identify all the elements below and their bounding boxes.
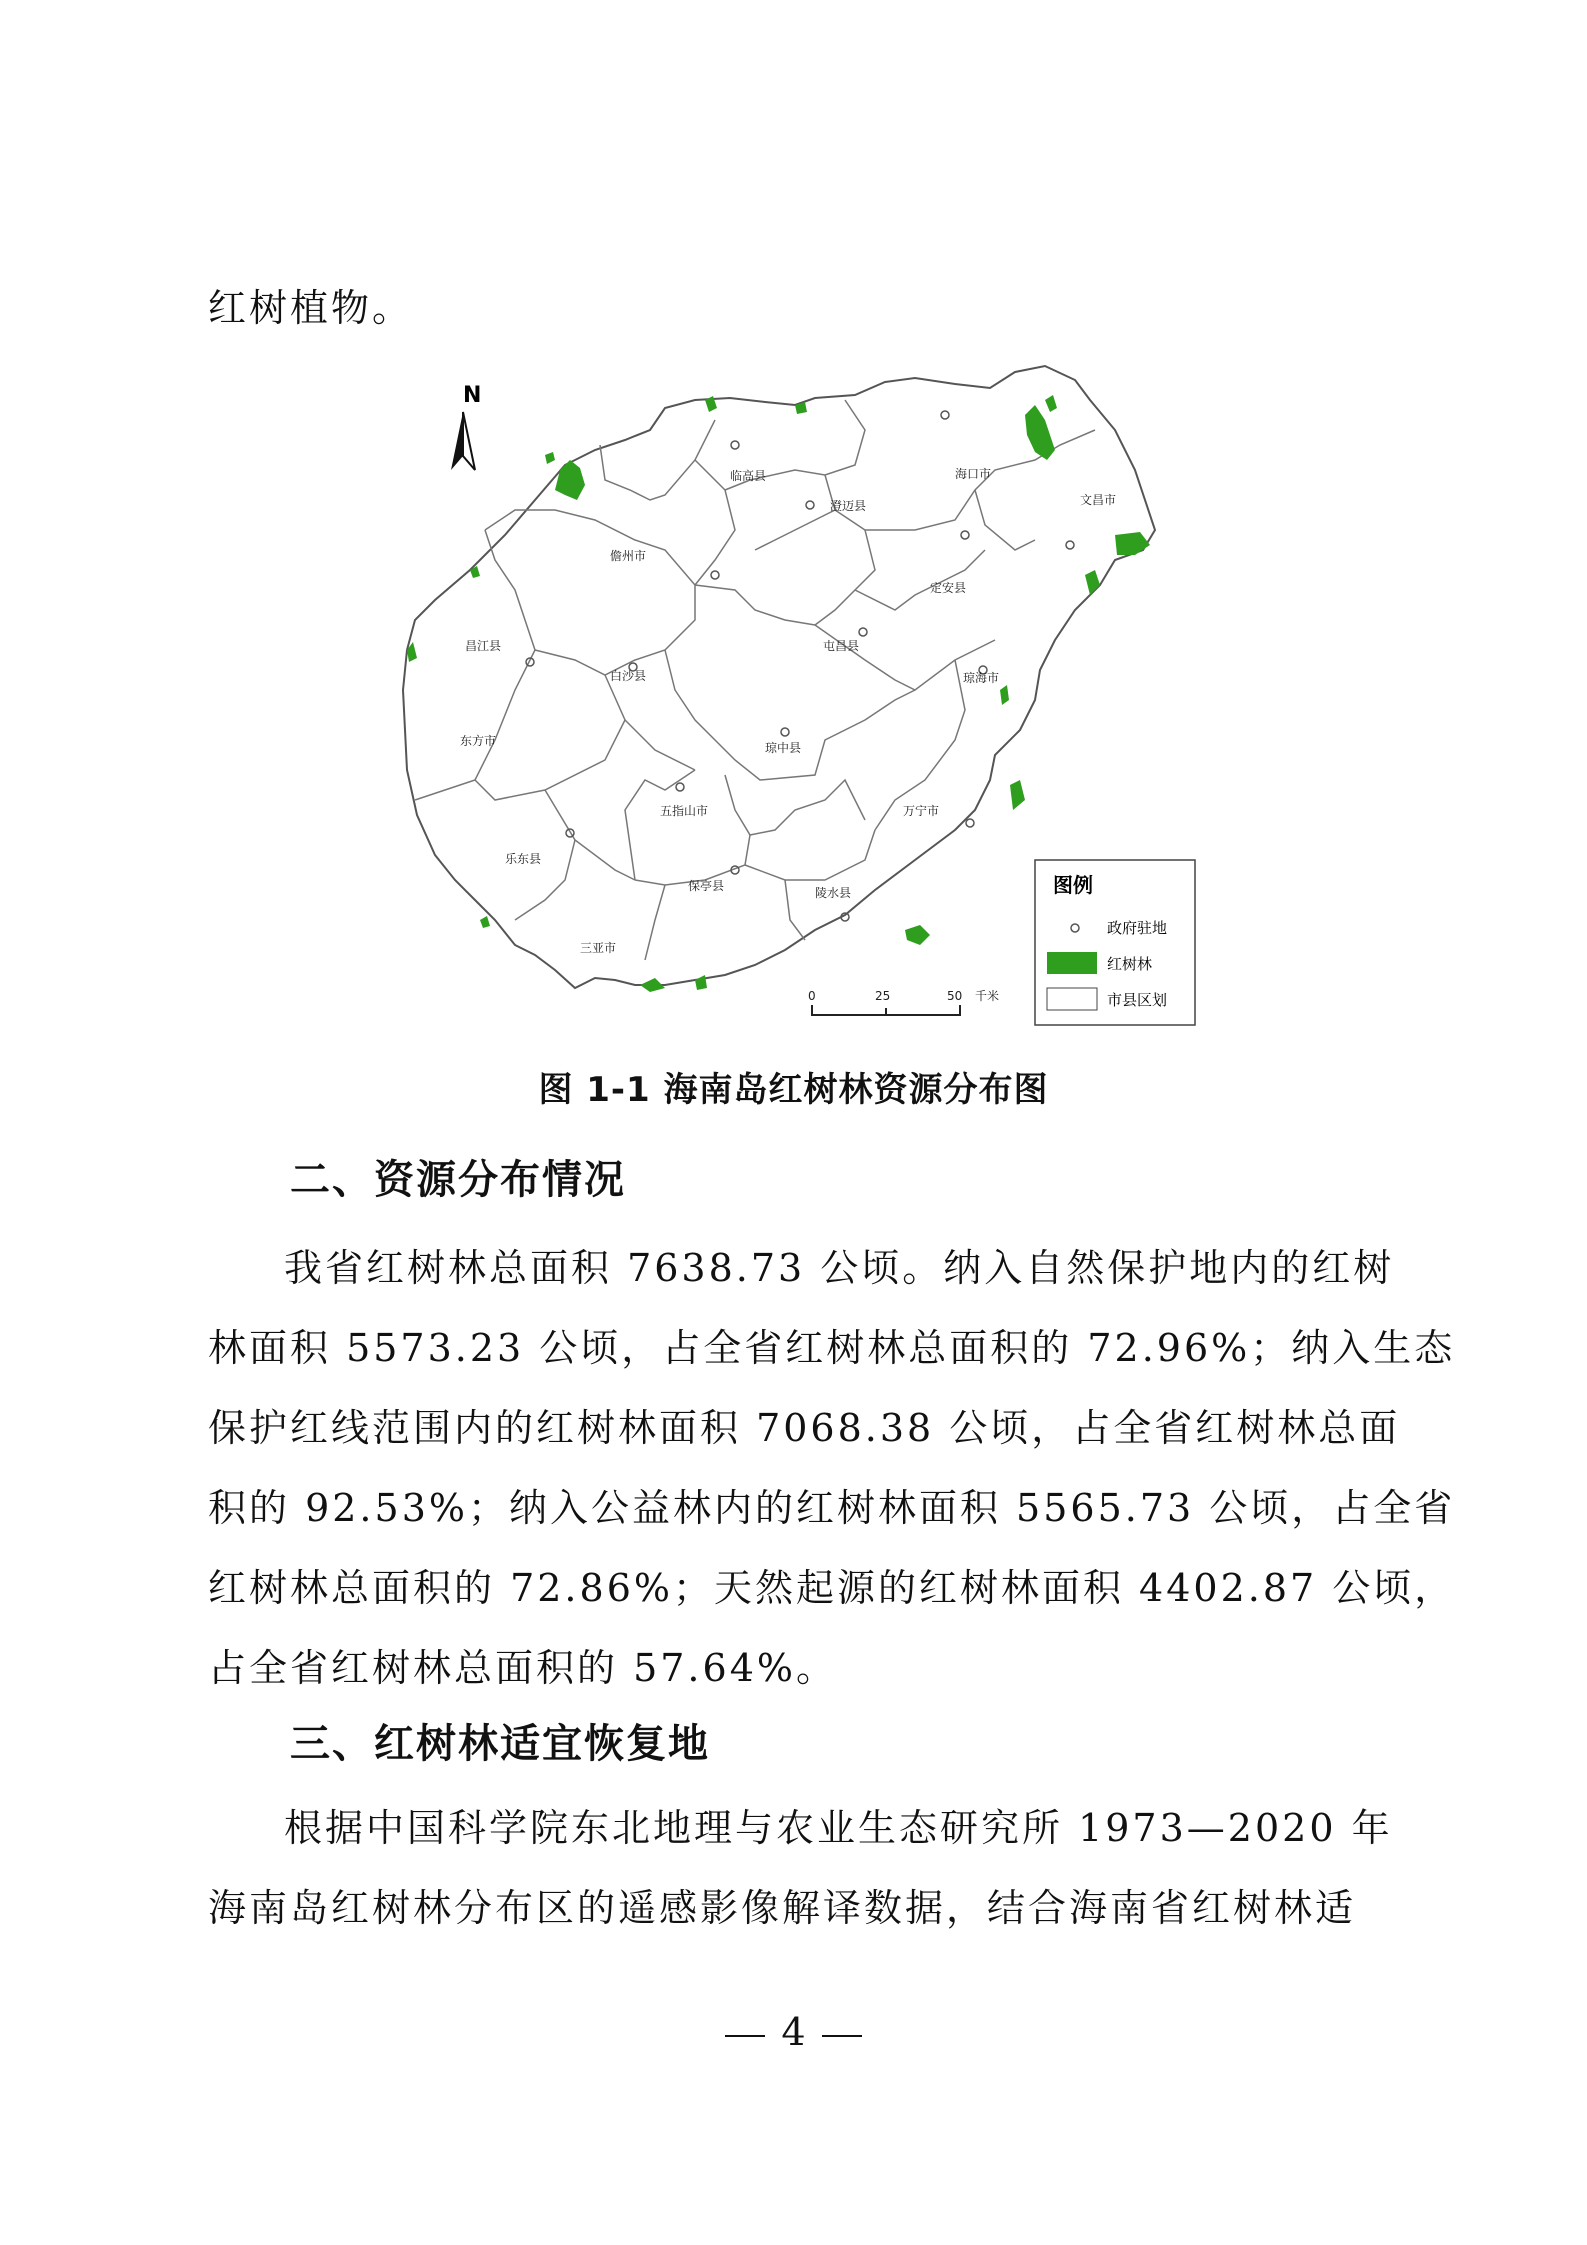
legend-label: 政府驻地	[1107, 919, 1168, 937]
text-line: 林面积 5573.23 公顷，占全省红树林总面积的 72.96%；纳入生态	[208, 1326, 1456, 1370]
text-line: 我省红树林总面积 7638.73 公顷。纳入自然保护地内的红树	[284, 1246, 1395, 1290]
text-line: 占全省红树林总面积的 57.64%。	[208, 1646, 837, 1690]
city-label: 定安县	[930, 581, 967, 595]
city-label: 万宁市	[903, 804, 940, 818]
map-legend	[1035, 860, 1195, 1025]
scale-tick-label: 0	[808, 989, 816, 1003]
city-label: 白沙县	[610, 669, 647, 683]
page-number: 4	[781, 2010, 806, 2054]
intro-paragraph	[208, 268, 1388, 348]
section-heading: 二、资源分布情况	[290, 1157, 626, 1203]
city-label: 临高县	[730, 469, 767, 483]
text-line: 积的 92.53%；纳入公益林内的红树林面积 5565.73 公顷，占全省	[208, 1486, 1456, 1530]
city-label: 保亭县	[688, 879, 725, 893]
scale-tick-label: 50	[947, 989, 963, 1003]
page-footer	[0, 2010, 1587, 2054]
text-line: 海南岛红树林分布区的遥感影像解译数据，结合海南省红树林适	[208, 1886, 1357, 1930]
city-label: 海口市	[955, 467, 992, 481]
section-heading: 三、红树林适宜恢复地	[290, 1721, 710, 1767]
city-label: 屯昌县	[823, 639, 860, 653]
legend-label: 市县区划	[1107, 991, 1168, 1009]
figure-caption: 图 1-1 海南岛红树林资源分布图	[538, 1070, 1049, 1110]
city-label: 澄迈县	[830, 499, 867, 513]
mangrove-swatch	[1047, 952, 1097, 974]
city-label: 昌江县	[465, 639, 502, 653]
section2-paragraph	[208, 1228, 1456, 1708]
boundary-swatch	[1047, 988, 1097, 1010]
city-label: 东方市	[460, 734, 497, 748]
text-line: 红树植物。	[208, 286, 414, 330]
dash-decoration	[822, 2035, 862, 2037]
text-line: 红树林总面积的 72.86%；天然起源的红树林面积 4402.87 公顷，	[208, 1566, 1456, 1610]
hainan-mangrove-map	[395, 360, 1205, 1040]
city-label: 乐东县	[505, 852, 542, 866]
scale-unit-label: 千米	[975, 989, 1000, 1003]
scale-tick-label: 25	[875, 989, 891, 1003]
north-label: N	[463, 383, 482, 408]
city-label: 五指山市	[660, 804, 709, 818]
section3-paragraph	[208, 1788, 1393, 1948]
text-line: 根据中国科学院东北地理与农业生态研究所 1973—2020 年	[284, 1806, 1393, 1850]
city-label: 儋州市	[610, 549, 647, 563]
city-label: 琼中县	[765, 741, 802, 755]
text-line: 保护红线范围内的红树林面积 7068.38 公顷，占全省红树林总面	[208, 1406, 1401, 1450]
city-label: 文昌市	[1080, 493, 1117, 507]
city-label: 琼海市	[963, 671, 1000, 685]
scale-bar	[808, 988, 999, 1015]
dash-decoration	[725, 2035, 765, 2037]
legend-label: 红树林	[1107, 955, 1153, 973]
legend-title: 图例	[1053, 873, 1093, 897]
city-label: 陵水县	[815, 886, 852, 900]
city-label: 三亚市	[580, 941, 617, 955]
north-arrow-icon	[451, 412, 475, 470]
